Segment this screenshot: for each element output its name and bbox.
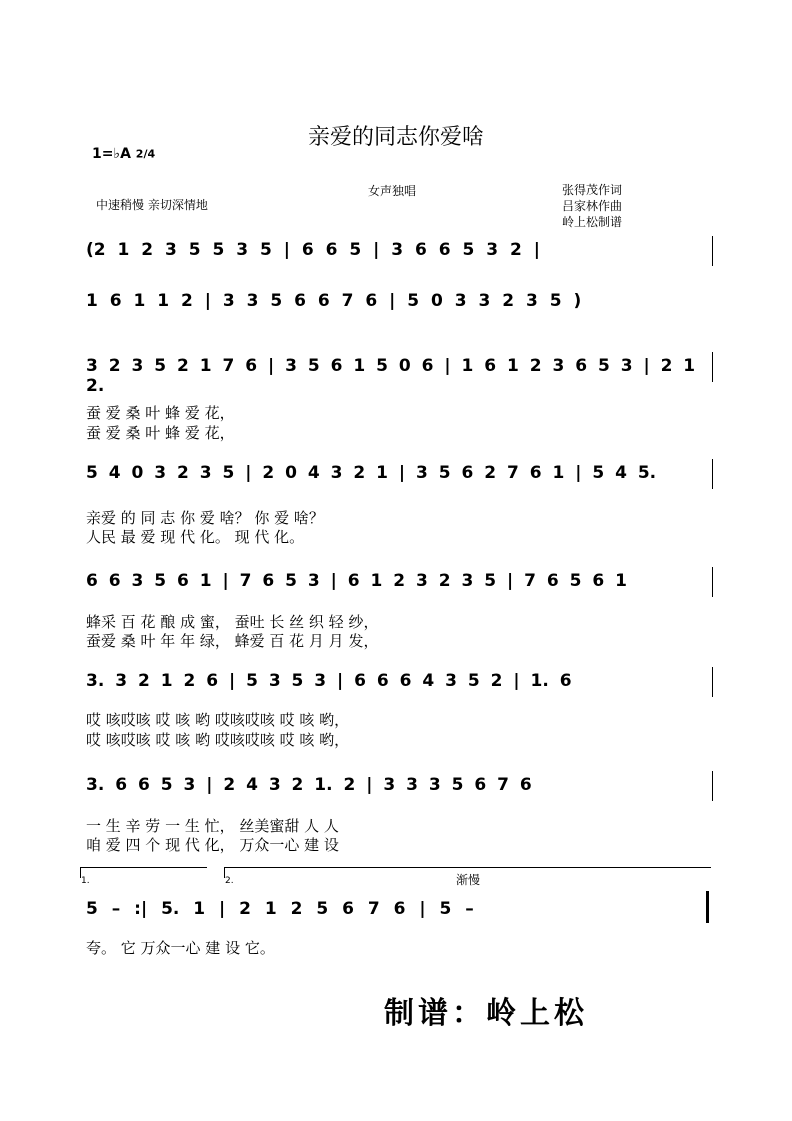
transcriber: 岭上松制谱 <box>562 215 623 229</box>
credits <box>562 182 622 230</box>
notes: (2 1 2 3 5 5 3 5 | 6 6 5 | 3 6 6 5 3 2 | <box>86 240 540 260</box>
lyric-line-2: 咱 爱 四 个 现 代 化， 万众一心 建 设 <box>86 836 339 854</box>
barline <box>712 352 713 382</box>
lyric-line-1: 蜂采 百 花 酿 成 蜜， 蚕吐 长 丝 织 轻 纱， <box>86 613 379 631</box>
barline <box>712 667 713 697</box>
lyric-line-2: 哎 咳哎咳 哎 咳 哟 哎咳哎咳 哎 咳 哟， <box>86 731 350 749</box>
lyric-line-1: 蚕 爱 桑 叶 蜂 爱 花， <box>86 404 235 422</box>
voice-type: 女声独唱 <box>368 184 417 198</box>
notes: 3 2 3 5 2 1 7 6 | 3 5 6 1 5 0 6 | 1 6 1 2 3 6 5 3 | 2 1 2. <box>86 356 696 396</box>
volta-1-label: 1. <box>81 876 90 886</box>
lyric-line-1: 一 生 辛 劳 一 生 忙， 丝美蜜甜 人 人 <box>86 817 339 835</box>
score-row-8 <box>81 867 720 957</box>
lyric-line-1: 亲爱 的 同 志 你 爱 啥？ 你 爱 啥？ <box>86 509 324 527</box>
final-barline <box>706 891 709 923</box>
volta-1 <box>80 867 207 886</box>
tempo-marking: 中速稍慢 亲切深情地 <box>96 198 208 212</box>
notes: 5 4 0 3 2 3 5 | 2 0 4 3 2 1 | 3 5 6 2 7 6 1 | 5 4 5. <box>86 463 657 483</box>
lyric-line-1: 哎 咳哎咳 哎 咳 哟 哎咳哎咳 哎 咳 哟， <box>86 711 350 729</box>
barline <box>712 236 713 266</box>
ritardando: 渐慢 <box>456 873 481 887</box>
barline <box>712 567 713 597</box>
barline <box>712 459 713 489</box>
notes: 3. 3 2 1 2 6 | 5 3 5 3 | 6 6 6 4 3 5 2 | 1. 6 <box>86 671 572 691</box>
notes: 6 6 3 5 6 1 | 7 6 5 3 | 6 1 2 3 2 3 5 | 7 6 5 6 1 <box>86 571 627 591</box>
time-signature: 2/4 <box>135 147 156 161</box>
notes: 5 – :| 5. 1 | 2 1 2 5 6 7 6 | 5 – <box>86 899 474 919</box>
barline <box>712 771 713 801</box>
key-signature <box>92 146 155 162</box>
lyricist: 张得茂作词 <box>562 183 623 197</box>
key-text: 1=♭A <box>92 146 131 162</box>
lyric-line-2: 蚕 爱 桑 叶 蜂 爱 花， <box>86 424 235 442</box>
notes: 3. 6 6 5 3 | 2 4 3 2 1. 2 | 3 3 3 5 6 7 6 <box>86 775 532 795</box>
composer: 吕家林作曲 <box>562 199 623 213</box>
transcriber-signature: 制谱：岭上松 <box>384 996 588 1031</box>
volta-2-label: 2. <box>225 876 234 886</box>
lyric-line-2: 人民 最 爱 现 代 化。 现 代 化。 <box>86 528 305 546</box>
lyric-line-2: 蚕爱 桑 叶 年 年 绿， 蜂爱 百 花 月 月 发， <box>86 632 379 650</box>
song-title: 亲爱的同志你爱啥 <box>307 125 484 150</box>
notes: 1 6 1 1 2 | 3 3 5 6 6 7 6 | 5 0 3 3 2 3 5 ) <box>86 291 582 311</box>
lyric-line-1: 夸。 它 万众一心 建 设 它。 <box>86 939 275 957</box>
